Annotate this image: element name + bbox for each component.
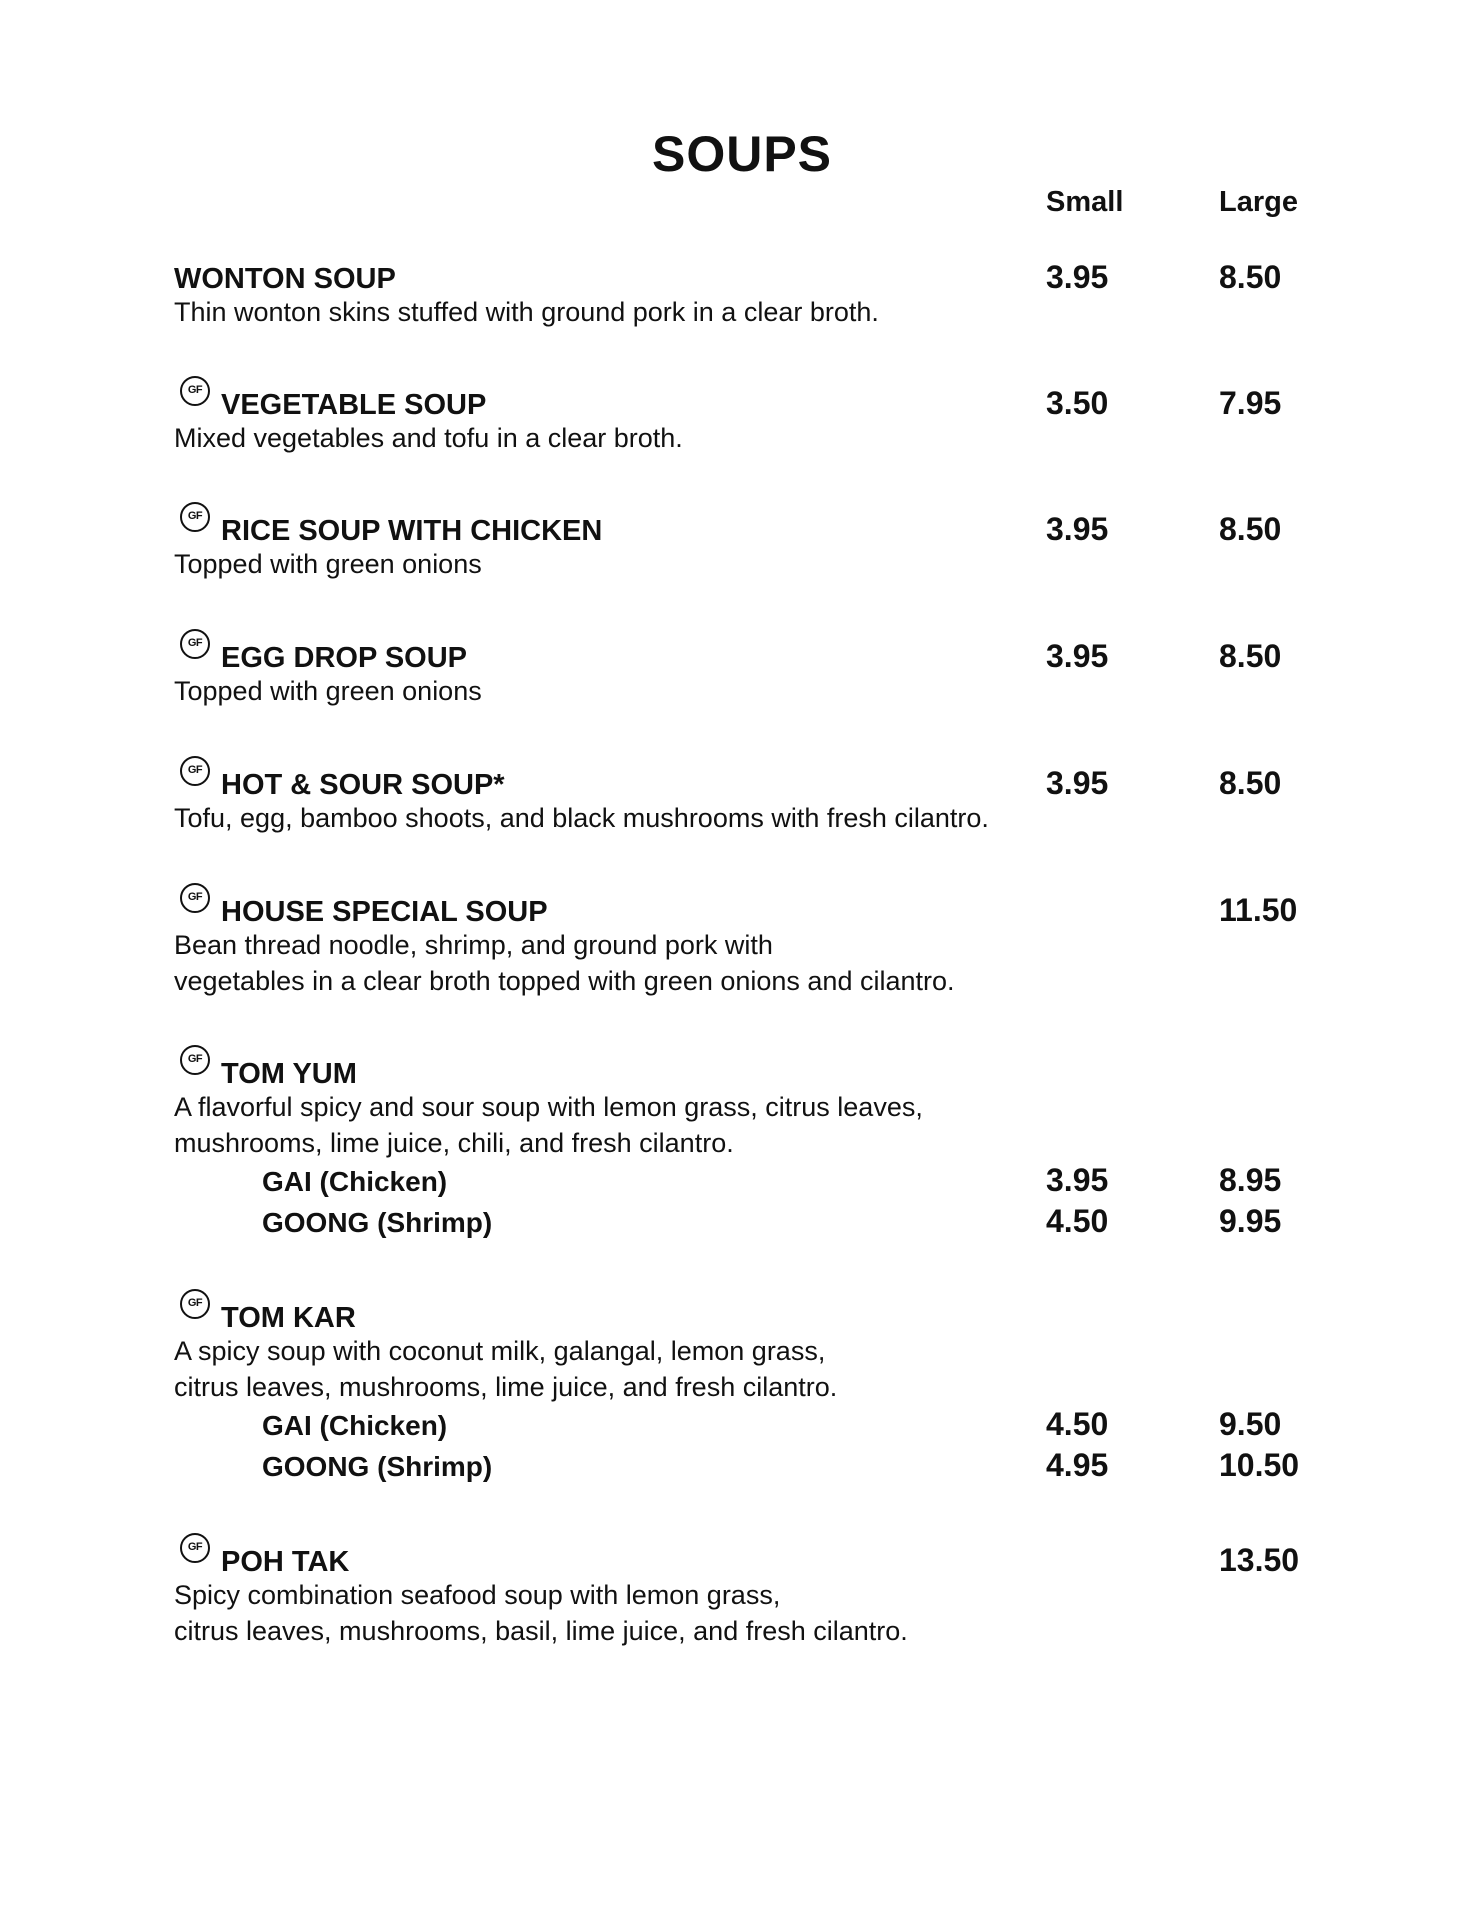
menu-item-rice-soup-with-chicken [174, 510, 1374, 582]
gluten-free-icon: GF [180, 1533, 210, 1563]
column-header-large: Large [1219, 186, 1298, 218]
item-description: Tofu, egg, bamboo shoots, and black mushrooms with fresh cilantro. [174, 803, 989, 833]
price-small: 4.95 [1046, 1447, 1109, 1483]
price-small: 3.50 [1046, 385, 1109, 421]
price-large: 8.50 [1219, 511, 1282, 547]
item-name: RICE SOUP WITH CHICKEN [221, 515, 603, 547]
price-large: 7.95 [1219, 385, 1282, 421]
variant-name: GAI (Chicken) [262, 1166, 448, 1197]
item-name: VEGETABLE SOUP [221, 389, 487, 421]
price-large: 8.50 [1219, 259, 1282, 295]
price-large: 9.50 [1219, 1406, 1282, 1442]
item-description-line-2: mushrooms, lime juice, chili, and fresh cilantro. [174, 1128, 734, 1158]
gluten-free-icon: GF [180, 629, 210, 659]
item-name: HOUSE SPECIAL SOUP [221, 896, 548, 928]
variant-name: GOONG (Shrimp) [262, 1207, 493, 1238]
item-description: Topped with green onions [174, 549, 482, 579]
menu-item-house-special-soup [174, 891, 1374, 999]
item-description-line-1: A spicy soup with coconut milk, galangal, lemon grass, [174, 1336, 826, 1366]
price-small: 4.50 [1046, 1406, 1109, 1442]
gluten-free-icon: GF [180, 1045, 210, 1075]
item-description: Thin wonton skins stuffed with ground pork in a clear broth. [174, 297, 879, 327]
item-name: POH TAK [221, 1546, 350, 1578]
item-name: TOM YUM [221, 1058, 357, 1090]
price-large: 10.50 [1219, 1447, 1300, 1483]
price-large: 11.50 [1219, 892, 1298, 928]
item-description: Topped with green onions [174, 676, 482, 706]
item-name: WONTON SOUP [174, 263, 396, 295]
price-small: 3.95 [1046, 638, 1109, 674]
variant-row [174, 1446, 1374, 1487]
price-small: 3.95 [1046, 511, 1109, 547]
menu-item-tom-yum [174, 1053, 1374, 1243]
gluten-free-icon: GF [180, 1289, 210, 1319]
item-description-line-1: A flavorful spicy and sour soup with lemon grass, citrus leaves, [174, 1092, 923, 1122]
gluten-free-icon: GF [180, 502, 210, 532]
price-large: 8.50 [1219, 638, 1282, 674]
item-description: Mixed vegetables and tofu in a clear broth. [174, 423, 683, 453]
menu-item-tom-kar [174, 1297, 1374, 1487]
menu-item-egg-drop-soup [174, 637, 1374, 709]
variant-row [174, 1202, 1374, 1243]
item-description-line-1: Spicy combination seafood soup with lemon grass, [174, 1580, 781, 1610]
variant-row [174, 1161, 1374, 1202]
item-description-line-2: citrus leaves, mushrooms, basil, lime juice, and fresh cilantro. [174, 1616, 908, 1646]
gluten-free-icon: GF [180, 376, 210, 406]
item-description-line-2: citrus leaves, mushrooms, lime juice, and fresh cilantro. [174, 1372, 838, 1402]
menu-item-vegetable-soup [174, 384, 1374, 456]
item-name: TOM KAR [221, 1302, 356, 1334]
item-name: HOT & SOUR SOUP* [221, 769, 505, 801]
menu-item-wonton-soup [174, 258, 1374, 330]
item-name: EGG DROP SOUP [221, 642, 468, 674]
price-small: 3.95 [1046, 765, 1109, 801]
variant-name: GAI (Chicken) [262, 1410, 448, 1441]
item-description-line-2: vegetables in a clear broth topped with green onions and cilantro. [174, 966, 955, 996]
price-small: 3.95 [1046, 259, 1109, 295]
page-title: SOUPS [651, 126, 833, 182]
menu-item-poh-tak [174, 1541, 1374, 1649]
price-large: 8.50 [1219, 765, 1282, 801]
variant-name: GOONG (Shrimp) [262, 1451, 493, 1482]
menu-item-hot-and-sour-soup [174, 764, 1374, 836]
variant-row [174, 1405, 1374, 1446]
item-description-line-1: Bean thread noodle, shrimp, and ground pork with [174, 930, 773, 960]
price-large: 13.50 [1219, 1542, 1300, 1578]
price-small: 3.95 [1046, 1162, 1109, 1198]
column-header-small: Small [1046, 186, 1124, 218]
price-large: 9.95 [1219, 1203, 1282, 1239]
gluten-free-icon: GF [180, 756, 210, 786]
gluten-free-icon: GF [180, 883, 210, 913]
price-large: 8.95 [1219, 1162, 1282, 1198]
price-small: 4.50 [1046, 1203, 1109, 1239]
